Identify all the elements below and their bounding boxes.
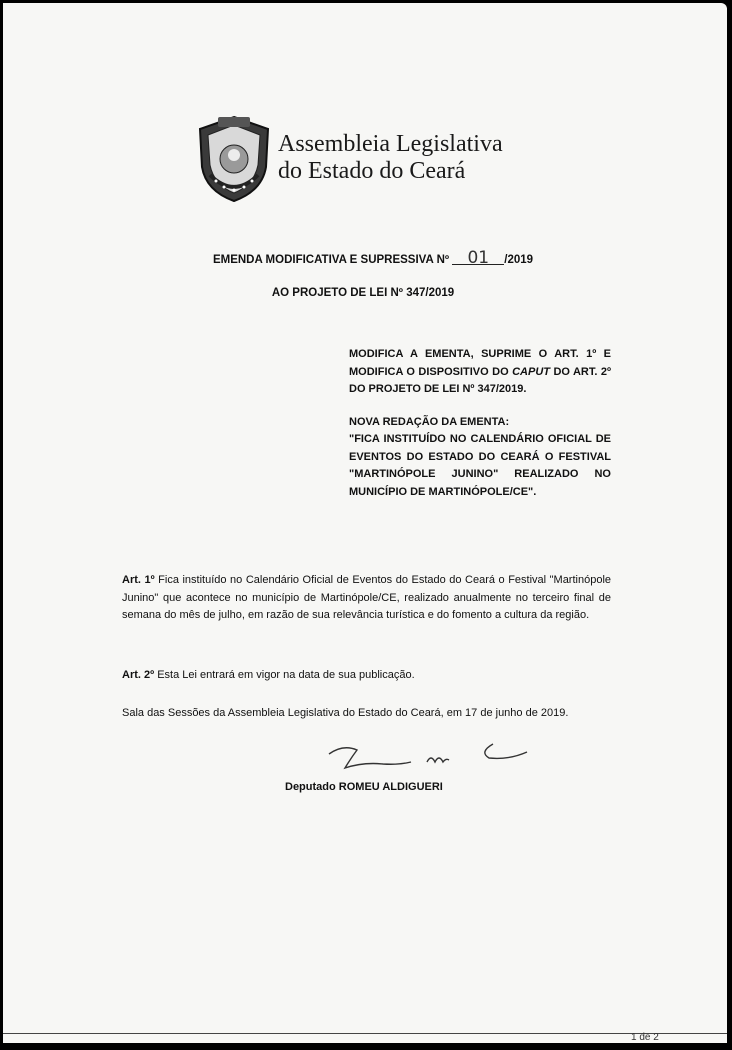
ceara-coat-of-arms-icon <box>196 115 272 203</box>
new-wording-text: "FICA INSTITUÍDO NO CALENDÁRIO OFICIAL DE EVENTOS DO ESTADO DO CEARÁ O FESTIVAL "MARTINÓPOLE JUNINO" REALIZADO NO MUNICÍPIO DE MARTINÓPOLE/CE". <box>349 433 611 498</box>
amendment-prefix: EMENDA MODIFICATIVA E SUPRESSIVA Nº <box>212 254 450 266</box>
document-page <box>3 3 727 1043</box>
new-wording-label: NOVA REDAÇÃO DA EMENTA: <box>349 415 510 428</box>
article-1-label: Art. 1º <box>122 574 155 586</box>
org-line-1: Assembleia Legislativa <box>278 131 503 157</box>
signatory-name: Deputado ROMEU ALDIGUERI <box>285 781 443 793</box>
summary-line-1: MODIFICA A EMENTA, SUPRIME O ART. 1º E MODIFICA O DISPOSITIVO DO <box>349 348 611 378</box>
org-line-2: do Estado do Ceará <box>278 158 466 184</box>
footer-divider <box>3 1033 727 1034</box>
page-number: 1 de 2 <box>631 1032 659 1043</box>
summary-line-2: DO ART. 2º DO PROJETO DE LEI Nº 347/2019. <box>349 365 612 395</box>
amendment-number: 01 <box>452 252 504 265</box>
article-2-text: Esta Lei entrará em vigor na data de sua publicação. <box>157 669 415 681</box>
organization-name <box>278 131 503 185</box>
article-2-label: Art. 2º <box>122 669 155 681</box>
summary-caput: CAPUT <box>512 365 550 378</box>
closing-text: Sala das Sessões da Assembleia Legislativa do Estado do Ceará, em 17 de junho de 2019. <box>122 707 569 719</box>
amendment-year: /2019 <box>504 254 534 266</box>
handwritten-signature <box>323 738 533 778</box>
article-1-text: Fica instituído no Calendário Oficial de Eventos do Estado do Ceará o Festival "Martinópole Junino" que acontece no município de Martinópole/CE, realizado anualmente no terceiro final de semana do mês de julho, em razão de sua relevância turística e do fomento a cultura da região. <box>122 574 612 621</box>
project-reference: AO PROJETO DE LEI Nº 347/2019 <box>271 287 455 299</box>
summary-text <box>349 346 611 399</box>
article-2 <box>122 667 611 685</box>
closing-statement <box>122 705 611 723</box>
amendment-title <box>11 248 732 268</box>
article-1 <box>122 572 611 625</box>
amendment-summary <box>349 346 611 501</box>
